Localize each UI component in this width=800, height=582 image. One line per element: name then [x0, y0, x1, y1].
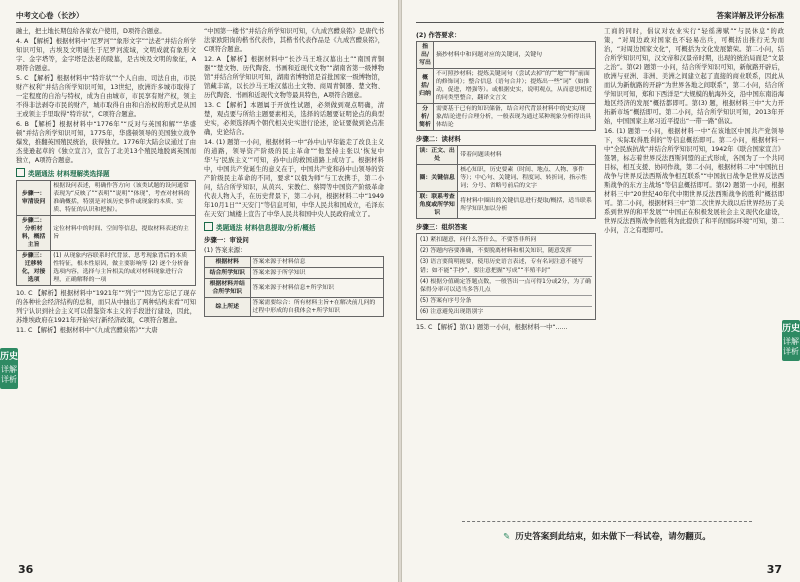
table-key: 结合所学知识 [205, 268, 251, 279]
table-key: 读：正文、出处 [417, 146, 458, 165]
table-value: 答案需要综合：所有材料主旨+在解决前几问的过程中形成的自我体会+所学知识 [250, 298, 383, 317]
step-subtitle: (1) 答案来源： [204, 247, 247, 254]
table-row [417, 146, 596, 165]
table-value: 答案来源于材料信息 [250, 257, 383, 268]
step-title: 步骤三：组织答案 [416, 223, 468, 231]
answer-paragraph: 15. C 【解析】第(1) 题第一小问，根据材料一中“...... [416, 323, 568, 331]
answer-paragraph: 6. B 【解析】根据材料中“1776年”“反对与英国和解”“华盛顿”并结合所学知识可知，1775年，华盛顿领导的美国独立战争爆发，推翻英国殖民统治，获得独立。1776年大陆会议通过了由杰斐逊起草的《独立宣言》，宣告了北美13个殖民地脱离英国而独立，A项符合题意。 [16, 121, 196, 164]
table-row [417, 42, 596, 69]
table-row [205, 257, 384, 268]
step-content: 根据设问表述，明确作答方向（该类试题的设问通常表现为“反映了”“表明”“说明”“体现”，考查对材料的准确概括，特别是对该历史事件或现象的本质、实质、特征的认识和把握）。 [51, 181, 196, 216]
table-row [205, 279, 384, 298]
side-tab-label: 详解详析 [1, 365, 17, 384]
table-row [417, 104, 596, 131]
list-item: (6) 注意避免出现错别字 [420, 309, 484, 316]
right-column-2 [604, 27, 784, 333]
step-label: 步骤三：迁移转化，对接选项 [17, 251, 51, 286]
step-label: 步骤一：审清设问 [17, 181, 51, 216]
answer-source-table [204, 256, 384, 317]
section-title: 类题通法 材料信息提取/分析/概括 [204, 222, 384, 232]
list-item: (3) 语言要简明扼要，使用历史语言表述，专有名词注意不能写错；如不能“手抄”，要注意把握“写成”“半殖半封” [420, 257, 592, 276]
table-row [417, 69, 596, 104]
left-column-2 [204, 27, 384, 336]
section-icon [204, 222, 213, 231]
section-title: 类题通法 材料理解类选择题 [16, 168, 196, 178]
step-title: 步骤一：审设问 [204, 236, 249, 244]
table-key: 根据材料并结合所学知识 [205, 279, 251, 298]
answer-organization-box [416, 233, 596, 320]
answer-paragraph: “中国第一楼书”并结合所学知识可知，《九成宫醴泉铭》是唐代书法家欧阳询的楷书代表作，其楷书代表作品是《九成宫醴泉铭》，C项符合题意。 [204, 28, 384, 53]
answer-paragraph: 12. A 【解析】根据材料中“长沙马王堆汉墓出土”“南国青铜器”“楚文物、历代陶瓷、书画和近现代文物”“湖南省第一级博物馆”并结合所学知识可知，湖南省博物馆是首批国家一级博物馆，馆藏丰富，以长沙马王堆汉墓出土文物、商周青铜器、楚文物、历代陶瓷、书画和近现代文物等最具特色，A项符合题意。 [204, 56, 384, 99]
table-key: 分析/简析 [417, 104, 434, 131]
reading-method-table [416, 145, 596, 219]
left-page [0, 0, 398, 582]
table-value: 需要基于已有的知识储备，结合对代背景材料中的史实/现象/结论进行合理分析，一般表现为通过某种现象分析得出具体结论 [434, 104, 596, 131]
left-page-header: 中考文心卷（长沙） [16, 10, 384, 23]
end-note: ✎ 历史答案到此结束，如未做下一科试卷，请勿翻页。 [462, 521, 752, 542]
answer-paragraph: 14. (1) 题第一小问，根据材料一中“孙中山早年能走了改良主义的道路，领导资产阶级的民主革命”“他坚持主张以‘恢复中华’与‘民族主义’”可知，孙中山的救国道路上成功了。根据材料中，中国共产党诞生的意义在于，中国共产党和孙中山领导的资产阶级民主革命的不同，要求“以俄为师”与工农携手，第二小问，结合所学知识，从黄兴、宋教仁、蔡锷等中国资产阶级革命代表人物入手，在历史背景下，第二小问，根据材料二中“1949年10月1日”“天安门”等信息可知，中华人民共和国成立，毛泽东在天安门城楼上宣告了中华人民共和国中央人民政府成立了。 [204, 139, 384, 218]
right-side-tab [782, 320, 800, 361]
answer-paragraph: 16. (1) 题第一小问，根据材料一中“在该地区中国共产党领导下，实际取得胜利的”等信息概括即可。第二小问，根据材料一中“全民族抗战”并结合所学知识可知，1942年《联合国家宣言》签署，标志着世界反法西斯同盟的正式形成，各国为了一个共同目标，相互支援、协同作战，第二小问，根据材料二中“中国抗日战争与世界反法西斯战争相互联系”“中国抗日战争是世界反法西斯战争的东方主战场”等信息概括即可。第(2) 题第一小问，根据材料三中“20世纪40年代中期世界反法西斯战争的胜利”概括即可。第二小问，根据材料三中“第二次世界大战以后世界经历了关系到世界的和平发展”“中国正在积极发展社会主义现代化建设，世界反法西斯战争的胜利为此提供了和平的国际环境”可知，第二小问，言之有理即可。 [604, 128, 784, 234]
table-value: 不可照抄材料；提炼关键词句（尝试去掉“的”“地”“得”前面的修饰词）；整合信息（语句合并）；提炼出一些“词”（如推动，促进，增强等）。或根据史实，说明观点，从而意思相近的同类型整合，翻译文言文 [434, 69, 596, 104]
table-row [417, 192, 596, 219]
left-column-1 [16, 27, 196, 336]
side-tab-subject: 历史 [782, 324, 800, 334]
table-value: 摘抄材料中和问题对应的关键词，关键句 [434, 42, 596, 69]
table-row [417, 165, 596, 192]
answer-paragraph: 10. C 【解析】根据材料中“1921年”“列宁”“因为它忘记了现存的各种社会经济结构的总和，而只从中抽出了两种结构来看”可知列宁认识到社会主义可以借鉴资本主义的手段进行建设，因此，苏维埃政府在1921年开始实行新经济政策，C项符合题意。 [16, 290, 196, 324]
steps-table [16, 180, 196, 286]
table-row [17, 181, 196, 216]
table-key: 综上所述 [205, 298, 251, 317]
table-row [205, 268, 384, 279]
right-page [402, 0, 800, 582]
list-item: (5) 答案有序号分条 [420, 296, 592, 307]
table-key: 联：联系考查角度或所学知识 [417, 192, 458, 219]
answer-paragraph: 融土，把土地长期包给各家农户使用，D项符合题意。 [16, 28, 166, 35]
table-value: 将材料中圈出的关键信息进行提取/概括，适当联系所学知识加以分析 [458, 192, 596, 219]
right-page-number: 37 [766, 563, 782, 576]
table-value: 答案来源于材料信息+所学知识 [250, 279, 383, 298]
side-tab-subject: 历史 [0, 352, 19, 362]
step-content: 定位材料中的时间、空间等信息，提取材料表述的主旨 [51, 216, 196, 251]
table-value: 带着问题读材料 [458, 146, 596, 165]
answer-paragraph: 5. C 【解析】根据材料中“特许状”“个人自由、司法自由，市民财产权利”并结合所学知识可知，13世纪，欧洲许多城市取得了一定程度的自治与特权，成为自由城市，市民享有财产权，领主不得非法剥夺市民的财产，城市取得自由和自治权的形式是从国王或领主手里取得“特许状”，C项符合题意。 [16, 75, 196, 118]
table-key: 圈：关键信息 [417, 165, 458, 192]
table-key: 概括/归纳 [417, 69, 434, 104]
table-key: 指出/写出 [417, 42, 434, 69]
table-row [205, 298, 384, 317]
left-side-tab [0, 348, 18, 389]
answer-requirement-table [416, 41, 596, 131]
list-item: (4) 根据分值确定答题点数，一般答出一点可得1分或2分，为了确保得分率可以适当多答几点 [420, 277, 592, 296]
step-label: 步骤二：分析材料，概括主旨 [17, 216, 51, 251]
table-row [17, 251, 196, 286]
list-item: (2) 答题内容要准确，不要脱离材料和相关知识，随意发挥 [420, 246, 592, 257]
list-item: (1) 紧扣题意，问什么答什么，不要答非所问 [420, 235, 592, 246]
left-page-number: 36 [18, 563, 34, 576]
right-page-header: 答案详解及评分标准 [416, 10, 784, 23]
section-icon [16, 168, 25, 177]
step-title: (2) 作答要求： [416, 31, 461, 39]
step-title: 步骤二：读材料 [416, 135, 461, 143]
answer-paragraph: 工商的同时，倡议对农业实行“轻徭薄赋”“与民休息”的政策，“对周边政对国家也不轻易出兵，可概括出推行无为而治，“对周边国家文化”，可概括为文化发展繁荣。第二小问，结合所学知识可知，汉文帝和汉景帝时期，出现的统治局面是“文景之治”。第(2) 题第一小问，结合所学知识可知，新航路开辟后，欧洲与亚洲、非洲、美洲之间建立起了直接的商业联系，因此从而认为新航路的开辟“为世界各地之间联系”，第二小问，结合所学知识可知，郑和下西洋是“大规模的航海外交，沿中国东南沿海地区经济的发展”概括都即可。第(3) 题，根据材料三中“大力开拓新市场”概括即可。第二小问，结合所学知识可知，2013年开始，中国国家主席习近平提出“一带一路”倡议。 [604, 28, 784, 125]
answer-paragraph: 13. C 【解析】本题属于开放性试题，必须做到观点明确，清楚，观点要与所给主题要素相关，选择的话题要证明论点的典型史实，必须选择两个朝代相关史实进行论述，论证要做到论点准确，史论结合。 [204, 102, 384, 136]
table-row [17, 216, 196, 251]
right-column-1 [416, 27, 596, 333]
pen-icon: ✎ [503, 532, 511, 542]
table-key: 根据材料 [205, 257, 251, 268]
side-tab-label: 详解详析 [783, 337, 799, 356]
table-value: 核心知识，历史要素（时间、地点、人物、事件等）；中心句、关键词、程度词、转折词，指示性词；分号、省略号前后的文字 [458, 165, 596, 192]
table-value: 答案来源于所学知识 [250, 268, 383, 279]
answer-paragraph: 11. C 【解析】根据材料中“《九成宫醴泉铭》”“大唐 [16, 327, 158, 334]
step-content: (1) 从现象内容联系时代背景、思考现象背后的本质性特征，根本性原因，做主要影响等 (2) 逐个分析备选项内容，选择与主旨相关的或对材料现象进行合理，正确解释的一项 [51, 251, 196, 286]
answer-paragraph: 4. A 【解析】根据材料中“尼罗河”“象形文字”“法老”并结合所学知识可知，古埃及文明诞生于尼罗河流域，文明成就有象形文字、金字塔等，金字塔是法老的陵墓，是古埃及文明的象征，A项符合题意。 [16, 38, 196, 72]
